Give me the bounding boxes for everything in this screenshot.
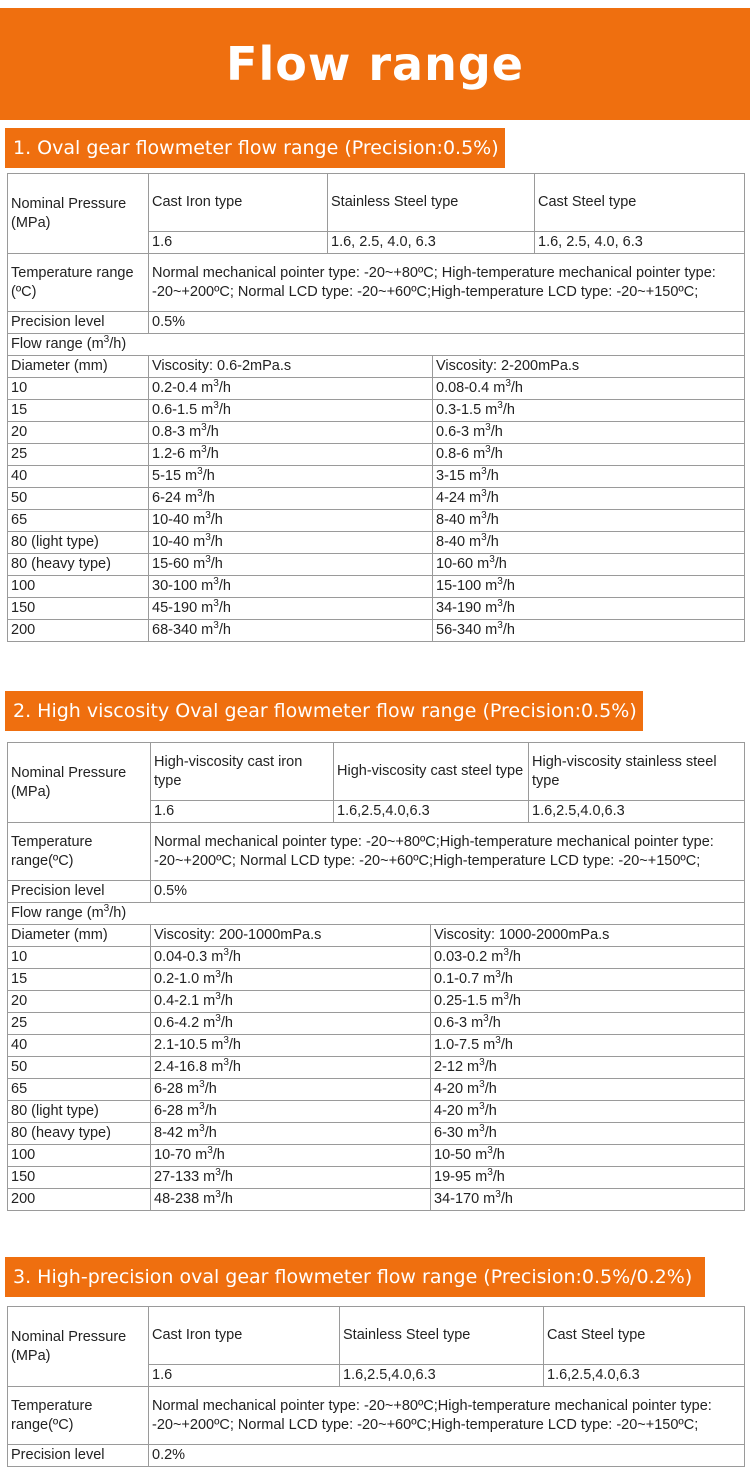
flow-value-cell: 8-40 $m^3/h$ xyxy=(433,510,745,532)
viscosity-header: Viscosity: 1000-2000mPa.s xyxy=(431,925,745,947)
flow-value-cell: 4-24 $m^3/h$ xyxy=(433,488,745,510)
pressure-value: 1.6 xyxy=(151,801,334,823)
precision-value: 0.5% xyxy=(151,881,745,903)
table-row xyxy=(8,422,745,444)
flow-value-cell: 0.03-0.2 $m^3/h$ xyxy=(431,947,745,969)
pressure-value: 1.6 xyxy=(149,232,328,254)
pressure-label: Nominal Pressure (MPa) xyxy=(8,1307,149,1387)
flow-value-cell: 2-12 $m^3/h$ xyxy=(431,1057,745,1079)
flow-value-cell: 0.08-0.4 $m^3/h$ xyxy=(433,378,745,400)
diameter-cell: 25 xyxy=(8,1013,151,1035)
table-row xyxy=(8,554,745,576)
table-row xyxy=(8,1035,745,1057)
diameter-cell: 200 xyxy=(8,1189,151,1211)
pressure-value: 1.6, 2.5, 4.0, 6.3 xyxy=(328,232,535,254)
flow-value-cell: 0.1-0.7 $m^3/h$ xyxy=(431,969,745,991)
viscosity-header: Viscosity: 200-1000mPa.s xyxy=(151,925,431,947)
table-row xyxy=(8,1079,745,1101)
page-title: Flow range xyxy=(226,37,524,91)
temperature-value: Normal mechanical pointer type: -20~+80ºC; High-temperature mechanical pointer type: -20~+200ºC; Normal LCD type: -20~+60ºC;High-temperature LCD type: -20~+150ºC; xyxy=(149,254,745,312)
temperature-value: Normal mechanical pointer type: -20~+80ºC;High-temperature mechanical pointer type: -20~+200ºC; Normal LCD type: -20~+60ºC;High-temperature LCD type: -20~+150ºC; xyxy=(151,823,745,881)
section-2-table xyxy=(7,742,745,1211)
temperature-label: Temperature range(ºC) xyxy=(8,823,151,881)
flow-value-cell: 10-70 $m^3/h$ xyxy=(151,1145,431,1167)
section-3-table xyxy=(7,1306,745,1467)
flow-value-cell: 4-20 $m^3/h$ xyxy=(431,1101,745,1123)
diameter-cell: 40 xyxy=(8,1035,151,1057)
flow-value-cell: 0.2-0.4 $m^3/h$ xyxy=(149,378,433,400)
type-header: Stainless Steel type xyxy=(340,1307,544,1365)
table-row xyxy=(8,444,745,466)
table-row xyxy=(8,620,745,642)
flow-value-cell: 34-170 $m^3/h$ xyxy=(431,1189,745,1211)
table-row xyxy=(8,488,745,510)
flow-value-cell: 6-24 $m^3/h$ xyxy=(149,488,433,510)
flow-value-cell: 10-60 $m^3/h$ xyxy=(433,554,745,576)
precision-label: Precision level xyxy=(8,1445,149,1467)
diameter-cell: 50 xyxy=(8,488,149,510)
precision-label: Precision level xyxy=(8,881,151,903)
diameter-cell: 20 xyxy=(8,422,149,444)
diameter-cell: 80 (light type) xyxy=(8,1101,151,1123)
viscosity-header: Viscosity: 0.6-2mPa.s xyxy=(149,356,433,378)
pressure-value: 1.6,2.5,4.0,6.3 xyxy=(529,801,745,823)
section-2-heading: 2. High viscosity Oval gear flowmeter flow range (Precision:0.5%) xyxy=(5,691,643,731)
flow-value-cell: 0.3-1.5 $m^3/h$ xyxy=(433,400,745,422)
type-header: Cast Iron type xyxy=(149,1307,340,1365)
flow-value-cell: 0.8-6 $m^3/h$ xyxy=(433,444,745,466)
flow-value-cell: 34-190 $m^3/h$ xyxy=(433,598,745,620)
diameter-cell: 15 xyxy=(8,400,149,422)
table-row xyxy=(8,1013,745,1035)
flow-value-cell: 10-40 $m^3/h$ xyxy=(149,510,433,532)
table-row xyxy=(8,1057,745,1079)
viscosity-header: Viscosity: 2-200mPa.s xyxy=(433,356,745,378)
flow-value-cell: 0.6-3 $m^3/h$ xyxy=(433,422,745,444)
table-row xyxy=(8,576,745,598)
diameter-cell: 50 xyxy=(8,1057,151,1079)
diameter-cell: 20 xyxy=(8,991,151,1013)
diameter-label: Diameter (mm) xyxy=(8,925,151,947)
type-header: High-viscosity stainless steel type xyxy=(529,743,745,801)
precision-value: 0.2% xyxy=(149,1445,745,1467)
temperature-label: Temperature range (ºC) xyxy=(8,254,149,312)
section-3-heading: 3. High-precision oval gear flowmeter flow range (Precision:0.5%/0.2%) xyxy=(5,1257,705,1297)
pressure-label: Nominal Pressure (MPa) xyxy=(8,174,149,254)
flow-value-cell: 0.6-3 $m^3/h$ xyxy=(431,1013,745,1035)
flow-value-cell: 10-40 $m^3/h$ xyxy=(149,532,433,554)
flow-value-cell: 1.0-7.5 $m^3/h$ xyxy=(431,1035,745,1057)
table-row xyxy=(8,598,745,620)
flow-range-label: Flow range $(m^3/h)$ xyxy=(8,334,745,356)
pressure-value: 1.6 xyxy=(149,1365,340,1387)
type-header: Cast Iron type xyxy=(149,174,328,232)
pressure-value: 1.6,2.5,4.0,6.3 xyxy=(544,1365,745,1387)
type-header: Cast Steel type xyxy=(544,1307,745,1365)
section-1-table xyxy=(7,173,745,642)
diameter-cell: 150 xyxy=(8,598,149,620)
type-header: Stainless Steel type xyxy=(328,174,535,232)
flow-value-cell: 3-15 $m^3/h$ xyxy=(433,466,745,488)
section-1-rows xyxy=(8,378,745,642)
table-row xyxy=(8,991,745,1013)
flow-range-label: Flow range $(m^3/h)$ xyxy=(8,903,745,925)
flow-value-cell: 0.8-3 $m^3/h$ xyxy=(149,422,433,444)
flow-value-cell: 0.4-2.1 $m^3/h$ xyxy=(151,991,431,1013)
flow-value-cell: 45-190 $m^3/h$ xyxy=(149,598,433,620)
table-row xyxy=(8,969,745,991)
table-row xyxy=(8,1123,745,1145)
flow-value-cell: 4-20 $m^3/h$ xyxy=(431,1079,745,1101)
flow-value-cell: 5-15 $m^3/h$ xyxy=(149,466,433,488)
table-row xyxy=(8,947,745,969)
flow-value-cell: 27-133 $m^3/h$ xyxy=(151,1167,431,1189)
flow-value-cell: 6-28 $m^3/h$ xyxy=(151,1101,431,1123)
flow-value-cell: 68-340 $m^3/h$ xyxy=(149,620,433,642)
diameter-cell: 65 xyxy=(8,510,149,532)
table-row xyxy=(8,510,745,532)
table-row xyxy=(8,1145,745,1167)
section-1-heading: 1. Oval gear flowmeter flow range (Precision:0.5%) xyxy=(5,128,505,168)
flow-value-cell: 0.2-1.0 $m^3/h$ xyxy=(151,969,431,991)
flow-value-cell: 2.4-16.8 $m^3/h$ xyxy=(151,1057,431,1079)
diameter-cell: 100 xyxy=(8,1145,151,1167)
title-banner xyxy=(0,8,750,120)
diameter-cell: 25 xyxy=(8,444,149,466)
flow-value-cell: 56-340 $m^3/h$ xyxy=(433,620,745,642)
flow-value-cell: 6-28 $m^3/h$ xyxy=(151,1079,431,1101)
flow-value-cell: 48-238 $m^3/h$ xyxy=(151,1189,431,1211)
type-header: High-viscosity cast iron type xyxy=(151,743,334,801)
diameter-cell: 80 (light type) xyxy=(8,532,149,554)
diameter-cell: 10 xyxy=(8,947,151,969)
table-row xyxy=(8,378,745,400)
diameter-cell: 150 xyxy=(8,1167,151,1189)
temperature-value: Normal mechanical pointer type: -20~+80ºC;High-temperature mechanical pointer type: -20~+200ºC; Normal LCD type: -20~+60ºC;High-temperature LCD type: -20~+150ºC; xyxy=(149,1387,745,1445)
flow-value-cell: 15-60 $m^3/h$ xyxy=(149,554,433,576)
flow-value-cell: 19-95 $m^3/h$ xyxy=(431,1167,745,1189)
diameter-label: Diameter (mm) xyxy=(8,356,149,378)
temperature-label: Temperature range(ºC) xyxy=(8,1387,149,1445)
diameter-cell: 80 (heavy type) xyxy=(8,1123,151,1145)
precision-value: 0.5% xyxy=(149,312,745,334)
diameter-cell: 65 xyxy=(8,1079,151,1101)
flow-value-cell: 0.04-0.3 $m^3/h$ xyxy=(151,947,431,969)
diameter-cell: 10 xyxy=(8,378,149,400)
pressure-value: 1.6,2.5,4.0,6.3 xyxy=(340,1365,544,1387)
flow-value-cell: 6-30 $m^3/h$ xyxy=(431,1123,745,1145)
flow-value-cell: 8-40 $m^3/h$ xyxy=(433,532,745,554)
pressure-value: 1.6, 2.5, 4.0, 6.3 xyxy=(535,232,745,254)
flow-value-cell: 0.6-4.2 $m^3/h$ xyxy=(151,1013,431,1035)
pressure-value: 1.6,2.5,4.0,6.3 xyxy=(334,801,529,823)
flow-value-cell: 0.6-1.5 $m^3/h$ xyxy=(149,400,433,422)
diameter-cell: 15 xyxy=(8,969,151,991)
diameter-cell: 200 xyxy=(8,620,149,642)
flow-value-cell: 2.1-10.5 $m^3/h$ xyxy=(151,1035,431,1057)
type-header: High-viscosity cast steel type xyxy=(334,743,529,801)
flow-value-cell: 8-42 $m^3/h$ xyxy=(151,1123,431,1145)
flow-value-cell: 10-50 $m^3/h$ xyxy=(431,1145,745,1167)
flow-value-cell: 0.25-1.5 $m^3/h$ xyxy=(431,991,745,1013)
diameter-cell: 100 xyxy=(8,576,149,598)
table-row xyxy=(8,1101,745,1123)
flow-value-cell: 1.2-6 $m^3/h$ xyxy=(149,444,433,466)
table-row xyxy=(8,400,745,422)
table-row xyxy=(8,532,745,554)
section-2-rows xyxy=(8,947,745,1211)
flow-value-cell: 15-100 $m^3/h$ xyxy=(433,576,745,598)
flow-value-cell: 30-100 $m^3/h$ xyxy=(149,576,433,598)
table-row xyxy=(8,466,745,488)
pressure-label: Nominal Pressure (MPa) xyxy=(8,743,151,823)
table-row xyxy=(8,1189,745,1211)
precision-label: Precision level xyxy=(8,312,149,334)
diameter-cell: 40 xyxy=(8,466,149,488)
type-header: Cast Steel type xyxy=(535,174,745,232)
diameter-cell: 80 (heavy type) xyxy=(8,554,149,576)
table-row xyxy=(8,1167,745,1189)
